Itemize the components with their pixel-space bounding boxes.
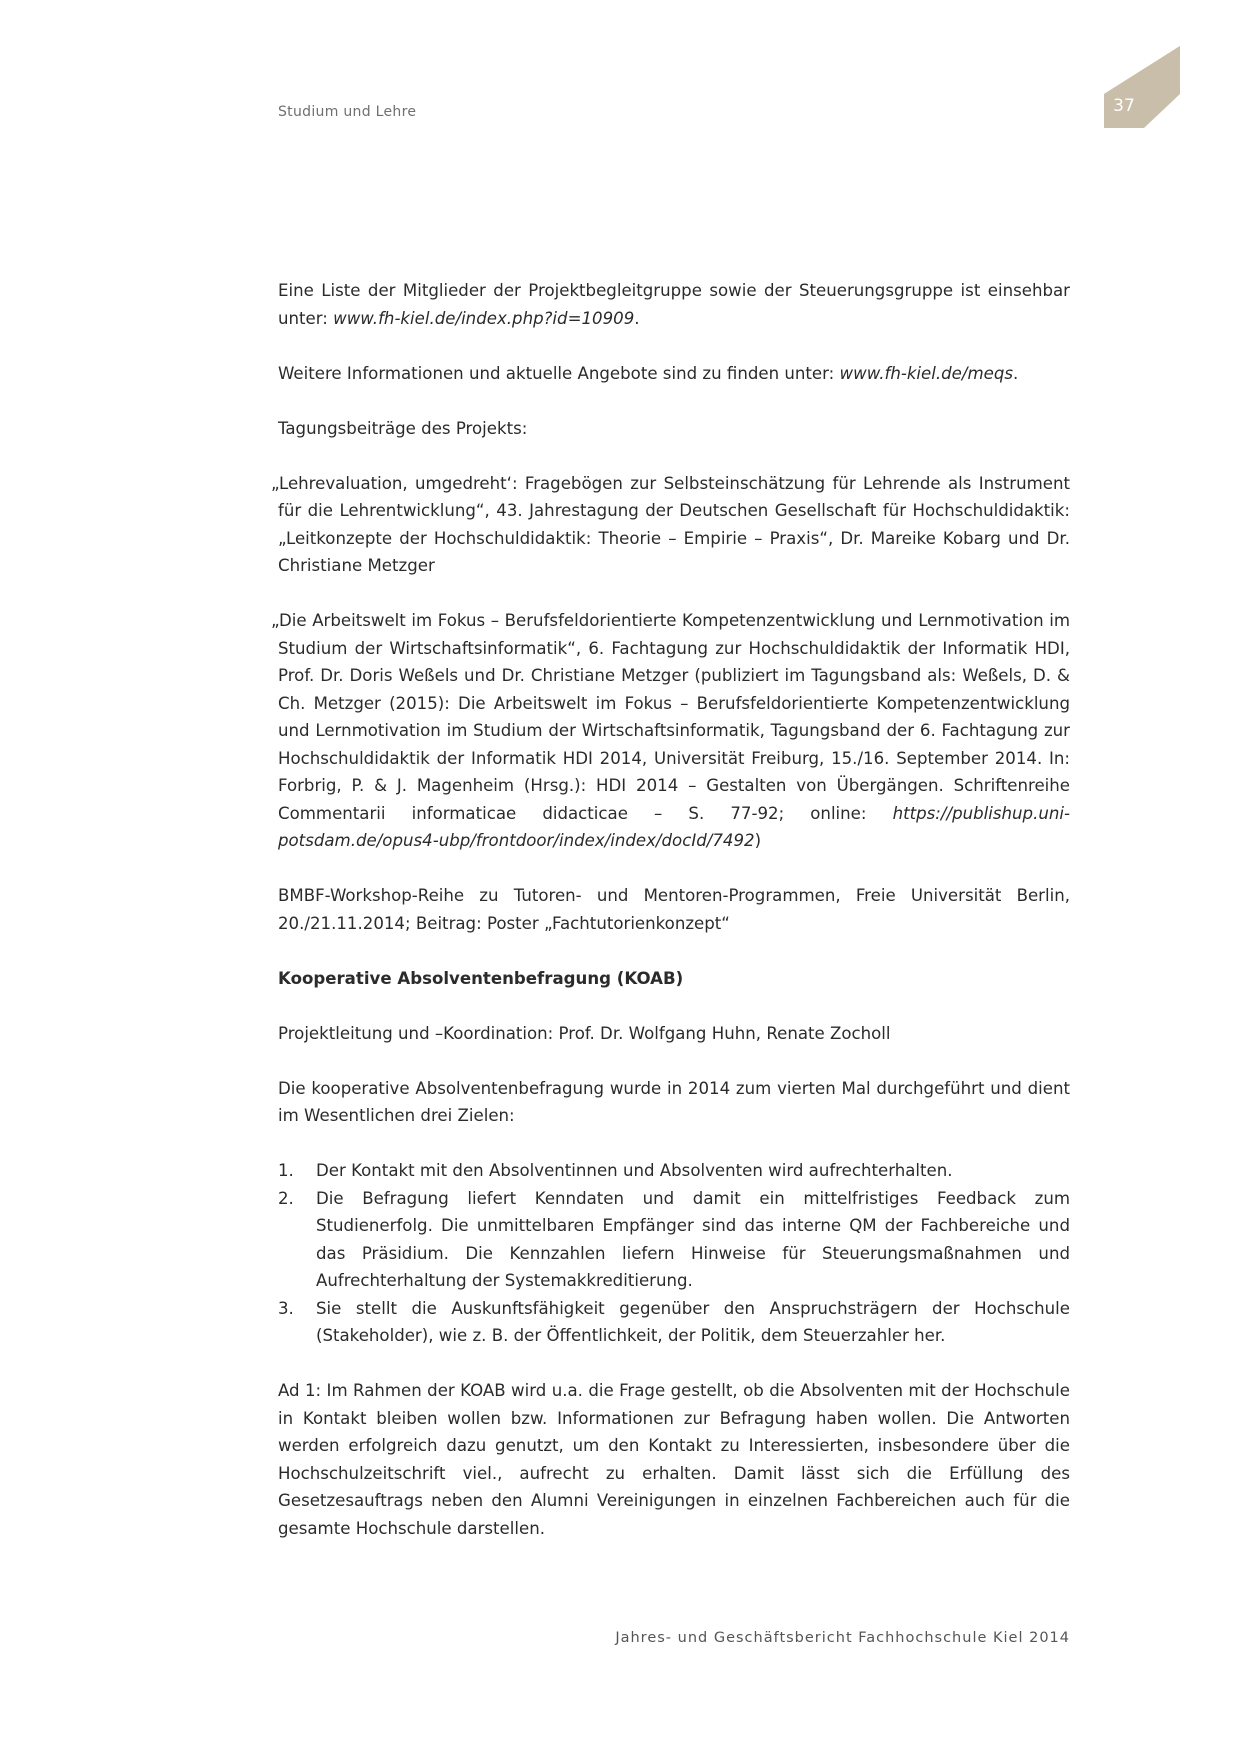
list-text: Die Befragung liefert Kenndaten und damit ein mittelfristiges Feedback zum Studienerfolg. Die unmittelbaren Empfänger sind das interne QM der Fachbereiche und das Präsidium. Die Kennzahlen liefern Hinweise für Steuerungsmaßnahmen und Aufrechterhaltung der Systemakkreditierung. bbox=[316, 1188, 1070, 1290]
link-meqs[interactable]: www.fh-kiel.de/meqs bbox=[839, 363, 1014, 383]
page-number: 37 bbox=[1113, 96, 1135, 116]
list-text: Der Kontakt mit den Absolventinnen und Absolventen wird aufrechterhalten. bbox=[316, 1161, 953, 1180]
paragraph-ad1: Ad 1: Im Rahmen der KOAB wird u.a. die Frage gestellt, ob die Absolventen mit der Hochschule in Kontakt bleiben wollen bzw. Informationen zur Befragung haben wollen. Die Antworten werden erfolgreich dazu genutzt, um den Kontakt zu Interessierten, insbesondere über die Hochschulzeitschrift viel., aufrecht zu erhalten. Damit lässt sich die Erfüllung des Gesetzesauftrags neben den Alumni Vereinigungen in einzelnen Fachbereichen auch für die gesamte Hochschule darstellen. bbox=[278, 1381, 1070, 1538]
footer-report-title: Jahres- und Geschäftsbericht Fachhochschule Kiel 2014 bbox=[615, 1630, 1070, 1646]
link-publishup[interactable]: https://publishup.uni-potsdam.de/opus4-ubp/frontdoor/index/index/docId/7492 bbox=[278, 803, 1070, 850]
list-text: Sie stellt die Auskunftsfähigkeit gegenüber den Anspruchsträgern der Hochschule (Stakeholder), wie z. B. der Öffentlichkeit, der Politik, dem Steuerzahler her. bbox=[316, 1298, 1070, 1345]
paragraph-conference-intro: Tagungsbeiträge des Projekts: bbox=[278, 418, 528, 438]
section-heading-koab: Kooperative Absolventenbefragung (KOAB) bbox=[278, 968, 684, 988]
paragraph-more-info: Weitere Informationen und aktuelle Angebote sind zu finden unter: www.fh-kiel.de/meqs. bbox=[278, 363, 1019, 383]
goals-list bbox=[278, 1157, 1070, 1350]
paragraph-koab-lead: Projektleitung und –Koordination: Prof. Dr. Wolfgang Huhn, Renate Zocholl bbox=[278, 1023, 891, 1043]
list-item bbox=[278, 1185, 1070, 1295]
paragraph-member-list: Eine Liste der Mitglieder der Projektbegleitgruppe sowie der Steuerungsgruppe ist einsehbar unter: www.fh-kiel.de/index.php?id=10909. bbox=[278, 281, 1070, 328]
list-item bbox=[278, 1295, 1070, 1350]
list-number: 2. bbox=[278, 1188, 294, 1208]
main-content bbox=[271, 277, 1070, 1570]
paragraph-koab-intro: Die kooperative Absolventenbefragung wurde in 2014 zum vierten Mal durchgeführt und dient im Wesentlichen drei Zielen: bbox=[278, 1078, 1070, 1125]
list-number: 3. bbox=[278, 1298, 294, 1318]
section-title: Studium und Lehre bbox=[278, 104, 417, 120]
paragraph-conference-2: „Die Arbeitswelt im Fokus – Berufsfeldorientierte Kompetenzentwicklung und Lernmotivation im Studium der Wirtschaftsinformatik“, 6. Fachtagung zur Hochschuldidaktik der Informatik HDI, Prof. Dr. Doris Weßels und Dr. Christiane Metzger (publiziert im Tagungsband als: Weßels, D. & Ch. Metzger (2015): Die Arbeitswelt im Fokus – Berufsfeldorientierte Kompetenzentwicklung und Lernmotivation im Studium der Wirtschaftsinformatik, Tagungsband der 6. Fachtagung zur Hochschuldidaktik der Informatik HDI 2014, Universität Freiburg, 15./16. September 2014. In: Forbrig, P. & J. Magenheim (Hrsg.): HDI 2014 – Gestalten von Übergängen. Schriftenreihe Commentarii informaticae didacticae – S. 77-92; online: https://publishup.uni-potsdam.de/opus4-ubp/frontdoor/index/index/docId/7492) bbox=[271, 611, 1070, 850]
list-item bbox=[278, 1157, 1070, 1185]
list-number: 1. bbox=[278, 1161, 294, 1180]
link-member-list[interactable]: www.fh-kiel.de/index.php?id=10909 bbox=[333, 308, 635, 328]
paragraph-conference-3: BMBF-Workshop-Reihe zu Tutoren- und Mentoren-Programmen, Freie Universität Berlin, 20./21.11.2014; Beitrag: Poster „Fachtutorienkonzept“ bbox=[278, 886, 1070, 933]
paragraph-conference-1: „Lehrevaluation, umgedreht‘: Fragebögen zur Selbsteinschätzung für Lehrende als Instrument für die Lehrentwicklung“, 43. Jahrestagung der Deutschen Gesellschaft für Hochschuldidaktik: „Leitkonzepte der Hochschuldidaktik: Theorie – Empirie – Praxis“, Dr. Mareike Kobarg und Dr. Christiane Metzger bbox=[271, 473, 1070, 575]
